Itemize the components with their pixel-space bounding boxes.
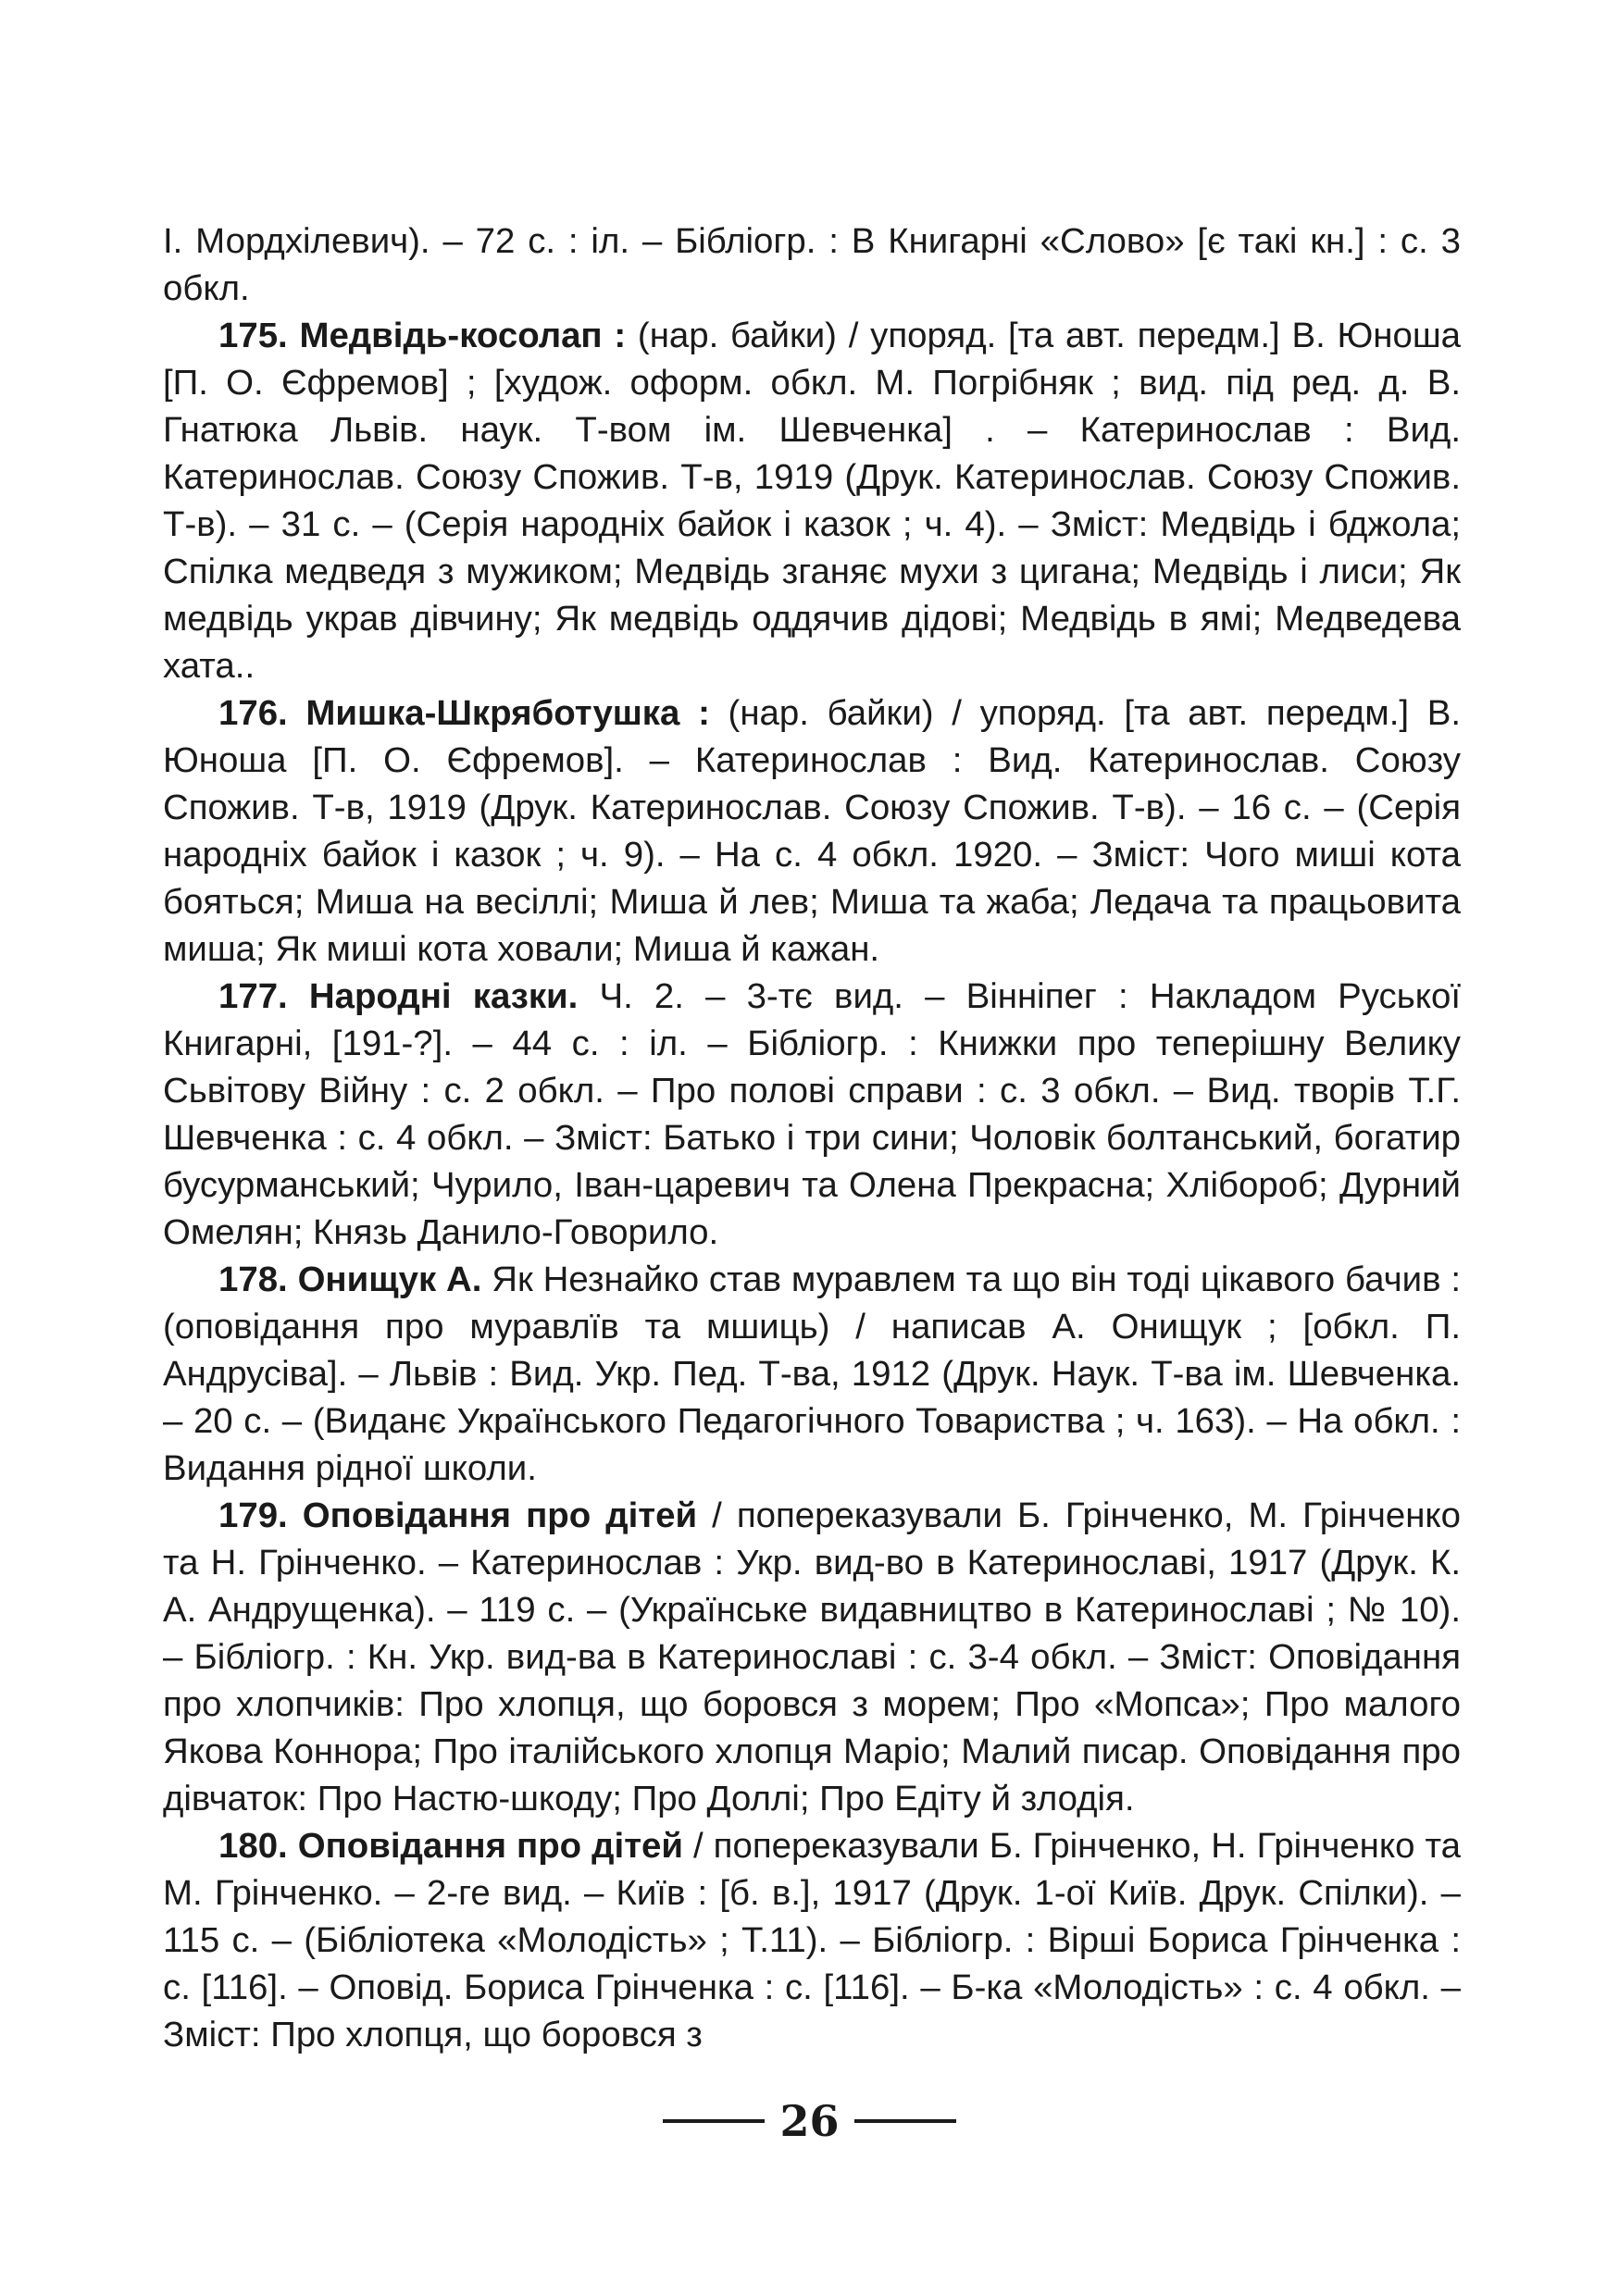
entry-heading: 180. Оповідання про дітей (218, 1826, 683, 1866)
page-footer (0, 2093, 1619, 2149)
page-number: 26 (779, 2096, 840, 2146)
entry-heading: 178. Онищук А. (218, 1260, 482, 1299)
entry-heading: 176. Мишка-Шкряботушка : (218, 693, 710, 733)
entry-175 (163, 312, 1461, 689)
entry-176 (163, 689, 1461, 973)
entry-body: Ч. 2. – 3-тє вид. – Вінніпег : Накладом Руської Книгарні, [191-?]. – 44 с. : іл. – Бібліогр. : Книжки про теперішну Велику Сьвітову Війну : с. 2 обкл. – Про полові справи : с. 3 обкл. – Вид. творів Т.Г. Шевченка : с. 4 обкл. – Зміст: Батько і три сини; Чоловік болтанський, богатир бусурманський; Чурило, Іван-царевич та Олена Прекрасна; Хлібороб; Дурний Омелян; Князь Данило-Говорило. (163, 976, 1461, 1252)
entry-body: (нар. байки) / упоряд. [та авт. передм.] В. Юноша [П. О. Єфремов]. – Катеринослав : Вид. Катеринослав. Союзу Спожив. Т-в, 1919 (Друк. Катеринослав. Союзу Спожив. Т-в). – 16 с. – (Серія народніх байок і казок ; ч. 9). – На с. 4 обкл. 1920. – Зміст: Чого миші кота бояться; Миша на весіллі; Миша й лев; Миша та жаба; Ледача та працьовита миша; Як миші кота ховали; Миша й кажан. (163, 693, 1461, 969)
entry-heading: 175. Медвідь-косолап : (218, 316, 627, 355)
entry-heading: 177. Народні казки. (218, 976, 579, 1016)
entry-body: Як Незнайко став муравлем та що він тоді цікавого бачив : (оповідання про муравлїв та мшиць) / написав А. Онищук ; [обкл. П. Андрусіва]. – Львів : Вид. Укр. Пед. Т-ва, 1912 (Друк. Наук. Т-ва ім. Шевченка. – 20 с. – (Виданє Українського Педагогічного Товариства ; ч. 163). – На обкл. : Видання рідної школи. (163, 1260, 1461, 1488)
entry-177 (163, 973, 1461, 1256)
footer-rule-right (854, 2119, 956, 2123)
bibliography-text (163, 217, 1461, 2058)
entry-heading: 179. Оповідання про дітей (218, 1496, 698, 1535)
entry-178 (163, 1256, 1461, 1492)
continuation-paragraph: І. Мордхілевич). – 72 с. : іл. – Бібліогр. : В Книгарні «Слово» [є такі кн.] : с. 3 обкл. (163, 221, 1461, 308)
entry-body: / попереказували Б. Грінченко, М. Грінченко та Н. Грінченко. – Катеринослав : Укр. вид-во в Катеринославі, 1917 (Друк. К. А. Андрущенка). – 119 с. – (Українське видавництво в Катеринославі ; № 10). – Бібліогр. : Кн. Укр. вид-ва в Катеринославі : с. 3-4 обкл. – Зміст: Оповідання про хлопчиків: Про хлопця, що боровся з морем; Про «Мопса»; Про малого Якова Коннора; Про італійського хлопця Маріо; Малий писар. Оповідання про дівчаток: Про Настю-шкоду; Про Доллі; Про Едіту й злодія. (163, 1496, 1462, 1818)
entry-180 (163, 1822, 1461, 2058)
entry-179 (163, 1492, 1461, 1822)
footer-rule-left (663, 2119, 765, 2123)
entry-body: / попереказували Б. Грінченко, Н. Грінченко та М. Грінченко. – 2-ге вид. – Київ : [б. в.], 1917 (Друк. 1-ої Київ. Друк. Спілки). – 115 с. – (Бібліотека «Молодість» ; Т.11). – Бібліогр. : Вірші Бориса Грінченка : с. [116]. – Оповід. Бориса Грінченка : с. [116]. – Б-ка «Молодість» : с. 4 обкл. – Зміст: Про хлопця, що боровся з (163, 1826, 1461, 2054)
entry-body: (нар. байки) / упоряд. [та авт. передм.] В. Юноша [П. О. Єфремов] ; [худож. оформ. обкл. М. Погрібняк ; вид. під ред. д. В. Гнатюка Львів. наук. Т-вом ім. Шевченка] . – Катеринослав : Вид. Катеринослав. Союзу Спожив. Т-в, 1919 (Друк. Катеринослав. Союзу Спожив. Т-в). – 31 с. – (Серія народніх байок і казок ; ч. 4). – Зміст: Медвідь і бджола; Спілка медведя з мужиком; Медвідь зганяє мухи з цигана; Медвідь і лиси; Як медвідь украв дівчину; Як медвідь оддячив дідові; Медвідь в ямі; Медведева хата.. (163, 316, 1461, 686)
